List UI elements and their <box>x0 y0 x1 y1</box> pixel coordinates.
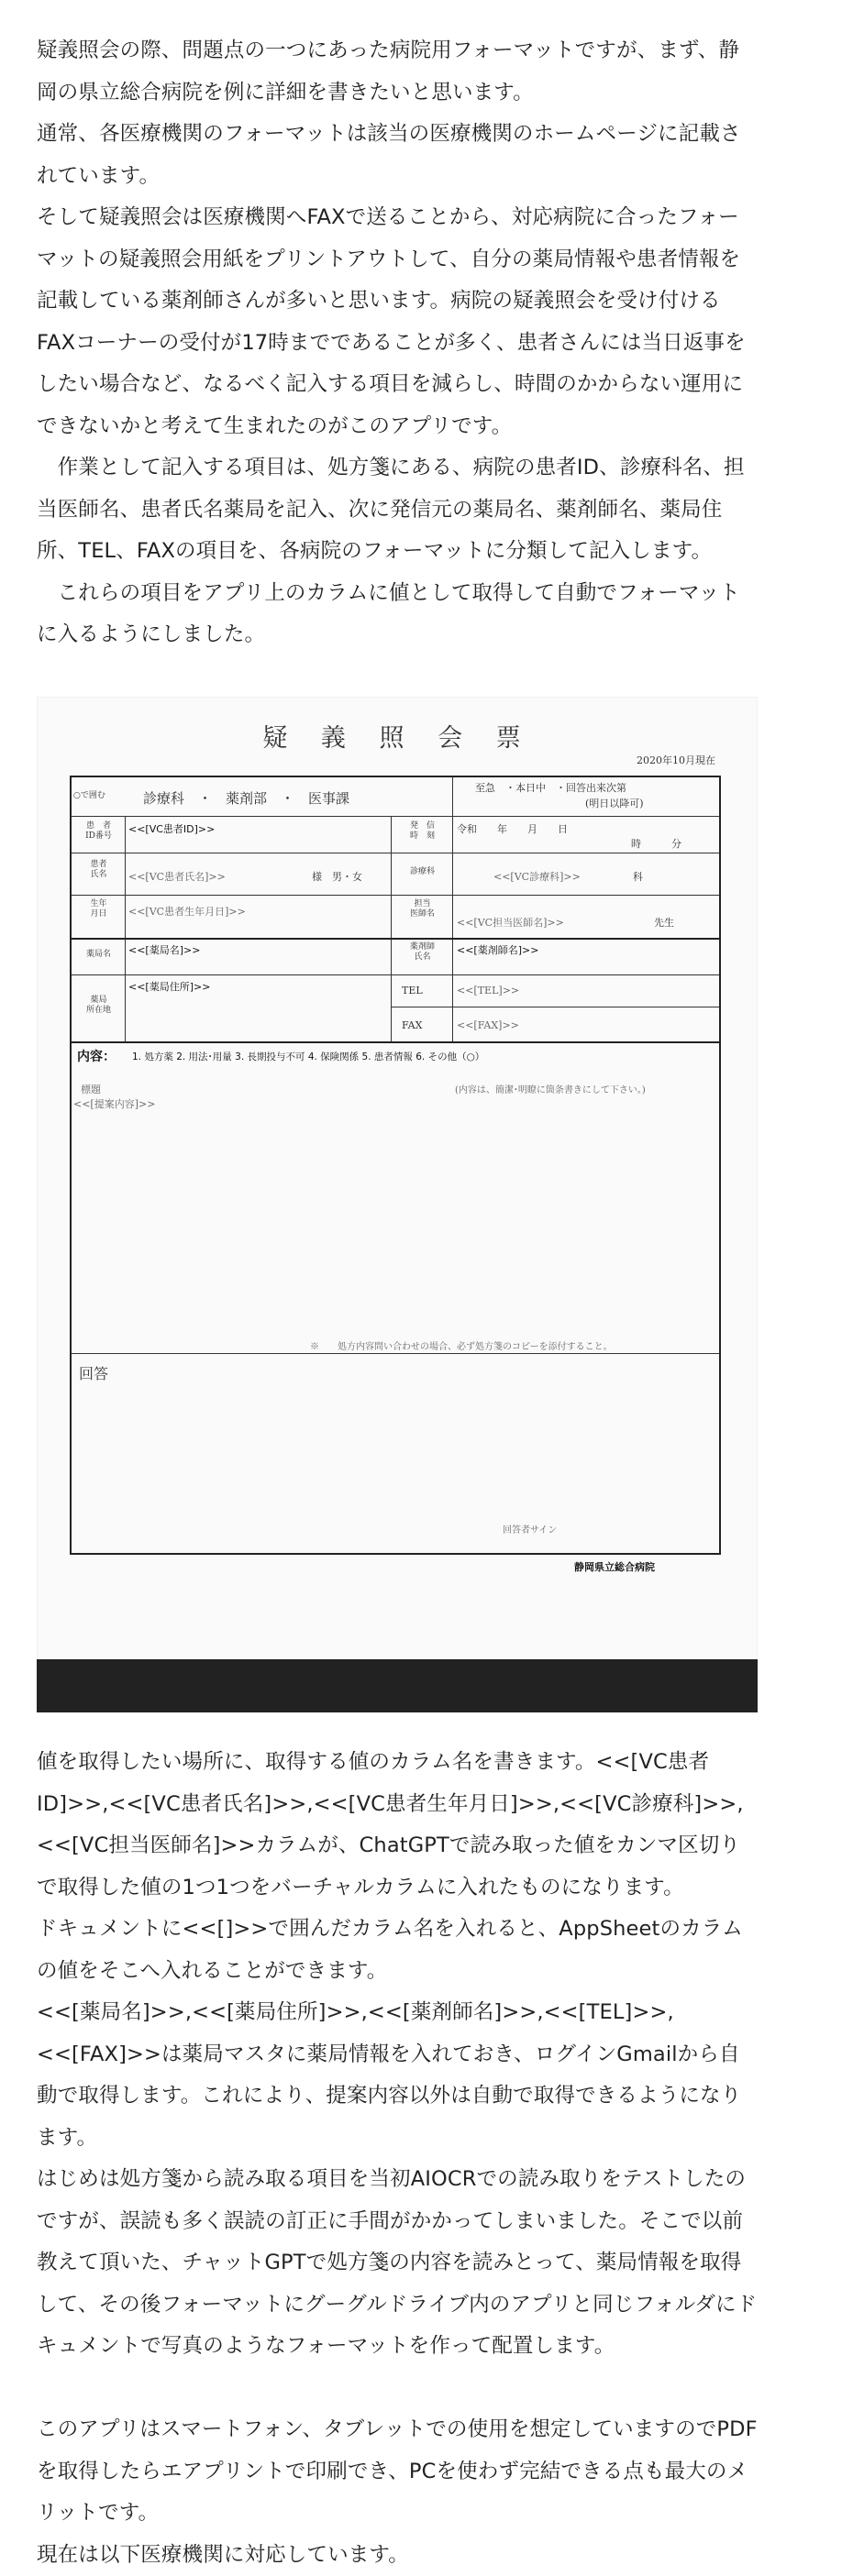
blank-line <box>37 2368 758 2410</box>
circle-label: ○で囲む <box>73 788 105 800</box>
pharmacist-value: <<[薬剤師名]>> <box>457 942 538 957</box>
pharmacy-label: 薬局名 <box>73 950 124 960</box>
paragraph: これらの項目をアプリ上のカラムに値として取得して自動でフォーマットに入るようにしました。 <box>37 573 758 656</box>
doctor-suffix: 先生 <box>654 915 674 930</box>
dept-label: 診療科 <box>393 867 452 877</box>
answerer-sign: 回答者サイン <box>503 1522 557 1536</box>
content-options: 1. 処方薬 2. 用法･用量 3. 長期投与不可 4. 保険関係 5. 患者情報 6. その他（○） <box>132 1050 484 1063</box>
hospital-name: 静岡県立総合病院 <box>574 1559 655 1574</box>
paragraph: 値を取得したい場所に、取得する値のカラム名を書きます。<<[VC患者ID]>>,<<[VC患者氏名]>>,<<[VC患者生年月日]>>,<<[VC診療科]>>,<<[VC担当医師名]>>カラムが、ChatGPTで読み取った値をカンマ区切りで取得した値の1つ1つをバーチャルカラムに入れたものになります。 <box>37 1742 758 1909</box>
birth-value: <<[VC患者生年月日]>> <box>128 904 246 919</box>
dept-value: <<[VC診療科]>> <box>493 869 581 884</box>
paragraph: 現在は以下医療機関に対応しています。 <box>37 2535 758 2576</box>
image-bottom-bar <box>37 1659 758 1712</box>
doctor-value: <<[VC担当医師名]>> <box>457 915 564 930</box>
paragraph: 疑義照会の際、問題点の一つにあった病院用フォーマットですが、まず、静岡の県立総合病院を例に詳細を書きたいと思います。 <box>37 30 758 114</box>
content-label: 内容： <box>77 1047 116 1065</box>
remark-note: (内容は、簡潔･明瞭に箇条書きにして下さい。) <box>455 1082 646 1095</box>
address-label: 薬局 所在地 <box>73 996 124 1016</box>
paragraph: 通常、各医療機関のフォーマットは該当の医療機関のホームページに記載されています。 <box>37 114 758 197</box>
urgency-sub: (明日以降可) <box>585 796 644 810</box>
patient-id-value: <<[VC患者ID]>> <box>128 821 215 836</box>
patient-name-value: <<[VC患者氏名]>> <box>128 869 226 884</box>
paragraph: はじめは処方箋から読み取る項目を当初AIOCRでの読み取りをテストしたのですが、誤読も多く誤読の訂正に手間がかかってしまいました。そこで以前教えて頂いた、チャットGPTで処方箋の内容を読みとって、薬局情報を取得して、その後フォーマットにグーグルドライブ内のアプリと同じフォルダにドキュメントで写真のようなフォーマットを作って配置します。 <box>37 2159 758 2368</box>
answer-label: 回答 <box>79 1362 108 1383</box>
form-title: 疑 義 照 会 票 <box>38 718 759 754</box>
proposal-value: <<[提案内容]>> <box>73 1096 155 1111</box>
patient-name-label: 患者 氏名 <box>73 860 124 880</box>
fax-value: <<[FAX]>> <box>457 1019 519 1031</box>
tel-label: TEL <box>402 985 423 996</box>
paragraph: そして疑義照会は医療機関へFAXで送ることから、対応病院に合ったフォーマットの疑義照会用紙をプリントアウトして、自分の薬局情報や患者情報を記載している薬剤師さんが多いと思います。病院の疑義照会を受け付けるFAXコーナーの受付が17時までであることが多く、患者さんには当日返事をしたい場合など、なるべく記入する項目を減らし、時間のかからない運用にできないかと考えて生まれたのがこのアプリです。 <box>37 197 758 447</box>
pharmacy-value: <<[薬局名]>> <box>128 942 200 957</box>
form-table <box>70 776 721 1555</box>
form-note: ※ 処方内容問い合わせの場合、必ず処方箋のコピーを添付すること。 <box>310 1338 613 1352</box>
paragraph: このアプリはスマートフォン、タブレットでの使用を想定していますのでPDFを取得したらエアプリントで印刷でき、PCを使わず完結できる点も最大のメリットです。 <box>37 2409 758 2535</box>
paragraph: ドキュメントに<<[]>>で囲んだカラム名を入れると、AppSheetのカラムの値をそこへ入れることができます。 <box>37 1909 758 1992</box>
remark-label: 標題 <box>81 1082 101 1096</box>
send-time-date: 令和 年 月 日 <box>457 821 568 836</box>
body-text <box>37 1742 758 2576</box>
paragraph: <<[薬局名]>>,<<[薬局住所]>>,<<[薬剤師名]>>,<<[TEL]>>,<<[FAX]>>は薬局マスタに薬局情報を入れておき、ログインGmailから自動で取得します。これにより、提案内容以外は自動で取得できるようになります。 <box>37 1992 758 2159</box>
tel-value: <<[TEL]>> <box>457 985 519 996</box>
birth-label: 生年 月日 <box>73 899 124 919</box>
dept-suffix: 科 <box>633 869 643 884</box>
send-time-clock: 時 分 <box>631 836 681 851</box>
pharmacist-label: 薬剤師 氏名 <box>393 942 452 963</box>
patient-sex: 様 男・女 <box>312 869 362 884</box>
form-date: 2020年10月現在 <box>637 753 715 767</box>
send-time-label: 発 信 時 刻 <box>393 821 452 842</box>
doctor-label: 担当 医師名 <box>393 899 452 919</box>
fax-label: FAX <box>402 1019 422 1031</box>
intro-text <box>37 30 758 656</box>
departments: 診療科 ・ 薬剤部 ・ 医事課 <box>143 788 349 808</box>
patient-id-label: 患 者 ID番号 <box>73 821 124 842</box>
inquiry-form-image <box>37 697 758 1714</box>
address-value: <<[薬局住所]>> <box>128 979 210 994</box>
paragraph: 作業として記入する項目は、処方箋にある、病院の患者ID、診療科名、担当医師名、患者氏名薬局を記入、次に発信元の薬局名、薬剤師名、薬局住所、TEL、FAXの項目を、各病院のフォーマットに分類して記入します。 <box>37 447 758 573</box>
urgency: 至急 ・本日中 ・回答出来次第 <box>475 780 626 795</box>
form-image-frame <box>37 697 758 1661</box>
